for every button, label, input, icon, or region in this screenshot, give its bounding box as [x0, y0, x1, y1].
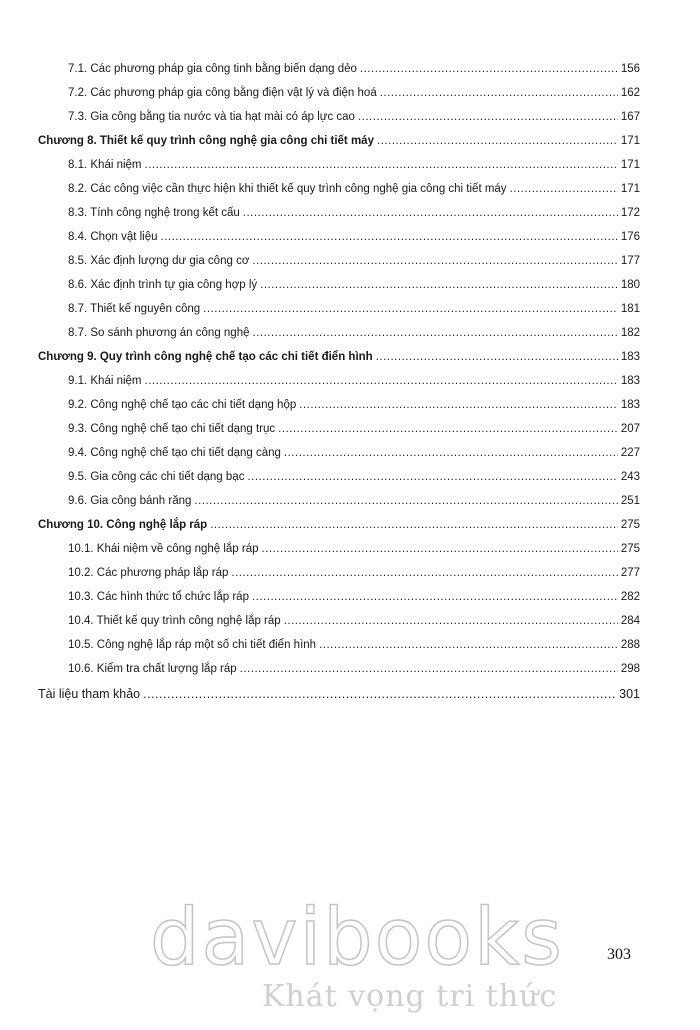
toc-entry-label: 10.1. Khái niệm về công nghệ lắp ráp: [68, 543, 259, 555]
toc-page-number: 183: [620, 375, 640, 387]
toc-page-number: 275: [620, 519, 640, 531]
toc-entry-label: 8.1. Khái niệm: [68, 159, 142, 171]
dot-leader: [510, 182, 618, 196]
watermark: [150, 893, 570, 1023]
toc-row: [68, 82, 640, 100]
toc-row: [68, 610, 640, 628]
watermark-tagline: Khát vọng tri thức: [262, 979, 558, 1014]
toc-entry-label: 9.5. Gia công các chi tiết dạng bạc: [68, 471, 245, 483]
toc-row: [68, 106, 640, 124]
toc-row: [68, 442, 640, 460]
toc-entry-label: 8.7. So sánh phương án công nghệ: [68, 327, 250, 339]
toc-row: [68, 322, 640, 340]
toc-page-number: 181: [620, 303, 640, 315]
toc-entry-label: 9.4. Công nghệ chế tạo chi tiết dạng càng: [68, 447, 281, 459]
watermark-logo: davibooks: [150, 893, 564, 983]
dot-leader: [145, 158, 618, 172]
toc-page-number: 284: [620, 615, 640, 627]
toc-row: [68, 58, 640, 76]
toc-page-number: 177: [620, 255, 640, 267]
toc-chapter-label: Chương 8. Thiết kế quy trình công nghệ gia công chi tiết máy: [38, 135, 374, 147]
toc-page-number: 183: [620, 351, 640, 363]
dot-leader: [284, 446, 618, 460]
toc-page-number: 275: [620, 543, 640, 555]
toc-entry-label: 8.6. Xác định trình tự gia công hợp lý: [68, 279, 258, 291]
dot-leader: [210, 518, 618, 532]
dot-leader: [299, 398, 618, 412]
toc-page-number: 176: [620, 231, 640, 243]
toc-row: [68, 178, 640, 196]
toc-row: [68, 394, 640, 412]
toc-chapter-row: [38, 130, 640, 148]
dot-leader: [377, 134, 618, 148]
toc-row: [68, 154, 640, 172]
toc-entry-label: 8.2. Các công việc cần thực hiện khi thiết kế quy trình công nghệ gia công chi tiết máy: [68, 183, 507, 195]
toc-page-number: 171: [620, 135, 640, 147]
toc-row: [68, 634, 640, 652]
toc-row: [68, 202, 640, 220]
toc-page-number: 171: [620, 159, 640, 171]
toc-page-number: 171: [620, 183, 640, 195]
toc-entry-label: 7.3. Gia công bằng tia nước và tia hạt mài có áp lực cao: [68, 111, 355, 123]
toc-entry-label: 10.4. Thiết kế quy trình công nghệ lắp ráp: [68, 615, 281, 627]
dot-leader: [194, 494, 618, 508]
toc-row: [68, 562, 640, 580]
toc-page-number: 301: [619, 687, 640, 701]
toc-page-number: 156: [620, 63, 640, 75]
toc-entry-label: 9.6. Gia công bánh răng: [68, 495, 192, 507]
page-number: 303: [607, 946, 631, 963]
toc-page-number: 288: [620, 639, 640, 651]
toc-entry-label: 9.1. Khái niệm: [68, 375, 142, 387]
dot-leader: [161, 230, 618, 244]
dot-leader: [247, 470, 618, 484]
toc-page-number: 243: [620, 471, 640, 483]
toc-page-number: 182: [620, 327, 640, 339]
toc-entry-label: 10.2. Các phương pháp lắp ráp: [68, 567, 229, 579]
toc-entry-label: 10.5. Công nghệ lắp ráp một số chi tiết điển hình: [68, 639, 317, 651]
toc-entry-label: 9.3. Công nghệ chế tạo chi tiết dạng trục: [68, 423, 276, 435]
toc-page-number: 180: [620, 279, 640, 291]
toc-page-number: 207: [620, 423, 640, 435]
dot-leader: [231, 566, 618, 580]
dot-leader: [380, 86, 618, 100]
toc-row: [68, 418, 640, 436]
toc-page-number: 251: [620, 495, 640, 507]
dot-leader: [143, 687, 617, 701]
toc-page-number: 277: [620, 567, 640, 579]
dot-leader: [252, 254, 618, 268]
toc-row: [68, 370, 640, 388]
dot-leader: [358, 110, 618, 124]
toc-references-label: Tài liệu tham khảo: [38, 687, 141, 701]
dot-leader: [284, 614, 618, 628]
dot-leader: [278, 422, 618, 436]
toc-entry-label: 8.5. Xác định lượng dư gia công cơ: [68, 255, 250, 267]
dot-leader: [203, 302, 618, 316]
toc-row: [68, 538, 640, 556]
dot-leader: [260, 278, 618, 292]
dot-leader: [240, 662, 618, 676]
toc-entry-label: 9.2. Công nghệ chế tạo các chi tiết dạng hộp: [68, 399, 297, 411]
toc-entry-label: 10.6. Kiểm tra chất lượng lắp ráp: [68, 663, 237, 675]
toc-page-number: 167: [620, 111, 640, 123]
dot-leader: [360, 62, 618, 76]
toc-entry-label: 7.1. Các phương pháp gia công tinh bằng biến dạng dẻo: [68, 63, 357, 75]
toc-entry-label: 8.7. Thiết kế nguyên công: [68, 303, 201, 315]
toc-chapter-label: Chương 9. Quy trình công nghệ chế tạo các chi tiết điển hình: [38, 351, 373, 363]
toc-row: [68, 226, 640, 244]
toc-row: [68, 298, 640, 316]
dot-leader: [145, 374, 618, 388]
toc-entry-label: 10.3. Các hình thức tổ chức lắp ráp: [68, 591, 249, 603]
toc-row: [68, 466, 640, 484]
toc-page-number: 227: [620, 447, 640, 459]
toc-entry-label: 8.4. Chọn vật liệu: [68, 231, 158, 243]
toc-chapter-row: [38, 514, 640, 532]
toc-row: [68, 490, 640, 508]
toc-page-number: 162: [620, 87, 640, 99]
dot-leader: [252, 590, 618, 604]
toc-references-row: [38, 683, 640, 701]
toc-entry-label: 7.2. Các phương pháp gia công bằng điện vật lý và điện hoá: [68, 87, 377, 99]
dot-leader: [376, 350, 618, 364]
toc-chapter-label: Chương 10. Công nghệ lắp ráp: [38, 519, 208, 531]
toc-page-number: 172: [620, 207, 640, 219]
toc-page-number: 282: [620, 591, 640, 603]
toc-chapter-row: [38, 346, 640, 364]
toc-entry-label: 8.3. Tính công nghệ trong kết cấu: [68, 207, 240, 219]
toc-row: [68, 586, 640, 604]
toc-page-number: 183: [620, 399, 640, 411]
dot-leader: [253, 326, 619, 340]
dot-leader: [243, 206, 618, 220]
toc-row: [68, 250, 640, 268]
toc-page-number: 298: [620, 663, 640, 675]
dot-leader: [262, 542, 618, 556]
dot-leader: [319, 638, 618, 652]
toc-row: [68, 274, 640, 292]
toc-row: [68, 658, 640, 676]
